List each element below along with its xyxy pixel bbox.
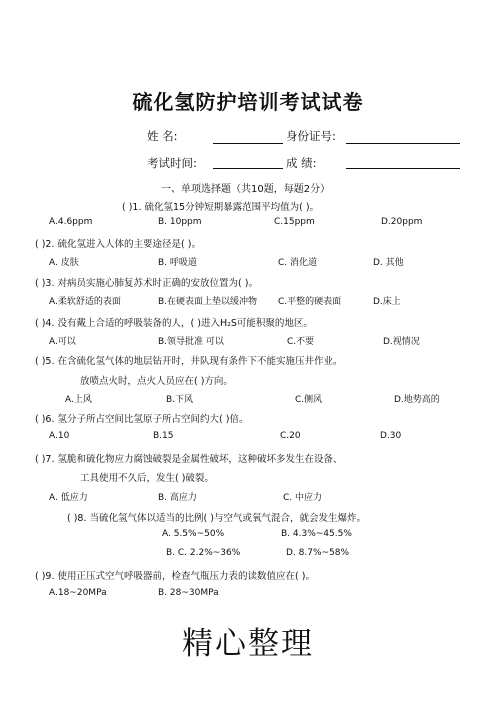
q2-option-a[interactable]: A. 皮肤	[49, 258, 79, 268]
q7-option-b[interactable]: B. 高应力	[158, 493, 197, 503]
q2-option-b[interactable]: B. 呼吸道	[158, 258, 197, 268]
q9-option-b[interactable]: B. 28~30MPa	[158, 588, 219, 598]
question-8: ( )8. 当硫化氢气体以适当的比例( )与空气或氧气混合，就会发生爆炸。	[67, 513, 366, 524]
q3-option-c[interactable]: C.平整的硬表面	[278, 297, 342, 307]
question-1: ( )1. 硫化氢15分钟短期暴露范围平均值为( )。	[122, 202, 320, 213]
section-heading: 一、单项选择题（共10题，每题2分）	[161, 184, 331, 195]
question-5: ( )5. 在含硫化氢气体的地层钻开时，井队现有条件下不能实施压井作业。	[35, 356, 343, 367]
q9-option-a[interactable]: A.18~20MPa	[49, 588, 107, 598]
q3-option-d[interactable]: D.床上	[373, 297, 401, 307]
q7-option-a[interactable]: A. 低应力	[49, 493, 88, 503]
q6-option-b[interactable]: B.15	[153, 431, 174, 441]
name-field[interactable]	[213, 143, 283, 144]
q2-option-c[interactable]: C. 消化道	[278, 258, 318, 268]
q8-option-a[interactable]: A. 5.5%~50%	[162, 529, 225, 539]
q6-option-c[interactable]: C.20	[280, 431, 301, 441]
question-4: ( )4. 没有戴上合适的呼吸装备的人，( )进入H₂S可能积聚的地区。	[35, 318, 313, 329]
question-7-cont: 工具使用不久后，发生( )破裂。	[80, 473, 214, 484]
question-3: ( )3. 对病员实施心肺复苏术时正确的安放位置为( )。	[35, 278, 258, 289]
question-5-cont: 放喷点火时，点火人员应在( )方向。	[80, 376, 233, 387]
q1-option-c[interactable]: C.15ppm	[274, 217, 315, 227]
q5-option-d[interactable]: D.地势高的	[394, 395, 440, 405]
id-label: 身份证号:	[286, 129, 336, 143]
q6-option-a[interactable]: A.10	[49, 431, 70, 441]
q4-option-c[interactable]: C.不要	[287, 337, 315, 347]
q5-option-a[interactable]: A.上风	[65, 395, 92, 405]
score-field[interactable]	[346, 168, 460, 169]
q5-option-b[interactable]: B.下风	[166, 395, 194, 405]
page-title: 硫化氢防护培训考试试卷	[132, 90, 364, 114]
q6-option-d[interactable]: D.30	[380, 431, 402, 441]
score-label: 成 绩:	[286, 156, 317, 170]
footer-watermark: 精心整理	[182, 626, 314, 662]
q4-option-d[interactable]: D.视情况	[383, 337, 420, 347]
q8-option-d[interactable]: D. 8.7%~58%	[286, 548, 350, 558]
q4-option-b[interactable]: B.领导批准 可以	[158, 337, 224, 347]
q8-option-c[interactable]: B. C. 2.2%~36%	[166, 548, 241, 558]
question-2: ( )2. 硫化氢进入人体的主要途径是( )。	[35, 239, 201, 250]
q2-option-d[interactable]: D. 其他	[373, 258, 404, 268]
exam-time-label: 考试时间:	[147, 156, 197, 170]
name-label: 姓 名:	[147, 129, 178, 143]
q3-option-a[interactable]: A.柔软舒适的表面	[49, 297, 121, 307]
q1-option-d[interactable]: D.20ppm	[381, 217, 423, 227]
question-9: ( )9. 使用正压式空气呼吸器前，检查气瓶压力表的读数值应在( )。	[35, 571, 315, 582]
q3-option-b[interactable]: B.在硬表面上垫以缓冲物	[158, 297, 258, 307]
id-field[interactable]	[346, 143, 460, 144]
exam-time-field[interactable]	[213, 168, 283, 169]
q1-option-b[interactable]: B. 10ppm	[158, 217, 202, 227]
q5-option-c[interactable]: C.侧风	[295, 395, 323, 405]
question-7: ( )7. 氢脆和硫化物应力腐蚀破裂是金属性破坏，这种破坏多发生在设备、	[35, 454, 343, 465]
q4-option-a[interactable]: A.可以	[49, 337, 76, 347]
question-6: ( )6. 氢分子所占空间比氢原子所占空间约大( )倍。	[35, 414, 249, 425]
q8-option-b[interactable]: B. 4.3%~45.5%	[281, 529, 352, 539]
q1-option-a[interactable]: A.4.6ppm	[49, 217, 93, 227]
q7-option-c[interactable]: C. 中应力	[283, 493, 323, 503]
